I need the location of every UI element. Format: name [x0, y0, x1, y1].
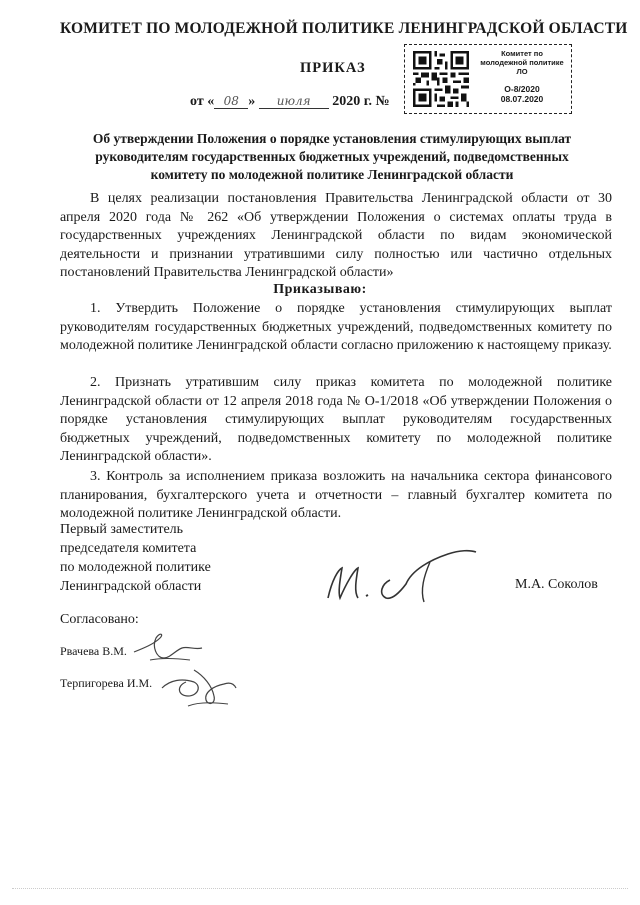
subject-line: руководителям государственных бюджетных учреждений, подведомственных: [95, 149, 569, 164]
order-subject: [52, 130, 612, 184]
stamp-number: О-8/2020 08.07.2020: [500, 84, 544, 104]
registration-stamp: [404, 44, 572, 114]
organization-title: КОМИТЕТ ПО МОЛОДЕЖНОЙ ПОЛИТИКЕ ЛЕНИНГРАДСКОЙ ОБЛАСТИ: [60, 20, 628, 37]
stamp-text: [475, 49, 569, 104]
date-mid: »: [248, 94, 256, 109]
approver-name: Терпигорева И.М.: [60, 676, 153, 690]
orders-heading: Приказываю:: [273, 282, 367, 297]
page-footer-edge: [12, 888, 628, 889]
stamp-line: Комитет по: [501, 49, 543, 58]
order-item-2: 2. Признать утратившим силу приказ комитета по молодежной политике Ленинградской области от 12 апреля 2018 года № О-1/2018 «Об утверждении Положения о порядке установления стимулирующих выплат руководителям государственных бюджетных учреждений, подведомственных комитету по молодежной политике Ленинградской области».: [60, 375, 612, 464]
document-type: ПРИКАЗ: [300, 60, 366, 76]
date-prefix: от «: [190, 94, 215, 109]
signer-position: Первый заместитель председателя комитета по молодежной политике Ленинградской области: [60, 522, 211, 594]
order-date-line: [190, 94, 390, 110]
order-item-3: 3. Контроль за исполнением приказа возложить на начальника сектора финансового планирования, бухгалтерского учета и отчетности – главный бухгалтер комитета по молодежной политике Ленинградской области.: [60, 469, 612, 521]
approval-label: Согласовано:: [60, 612, 139, 627]
approver-name: Рвачева В.М.: [60, 644, 127, 658]
date-day: 08: [214, 94, 248, 109]
qr-code-icon: [413, 51, 469, 107]
date-month: июля: [259, 94, 329, 109]
preamble-paragraph: В целях реализации постановления Правительства Ленинградской области от 30 апреля 2020 года № 262 «Об утверждении Положения о системах оплаты труда в государственных учреждениях Ленинградской области по видам экономической деятельности и признании утратившими силу полностью или частично отдельных постановлений Правительства Ленинградской области»: [60, 191, 612, 280]
signer-name: М.А. Соколов: [515, 577, 598, 592]
order-item-1: 1. Утвердить Положение о порядке установления стимулирующих выплат руководителям государственных бюджетных учреждений, подведомственных комитету по молодежной политике Ленинградской области согласно приложению к настоящему приказу.: [60, 301, 612, 353]
subject-line: Об утверждении Положения о порядке установления стимулирующих выплат: [92, 131, 572, 146]
date-year: 2020 г. №: [332, 94, 390, 109]
subject-line: комитету по молодежной политике Ленинградской области: [150, 167, 514, 182]
stamp-line: молодежной политике: [480, 58, 564, 67]
approver-signature: [158, 662, 238, 710]
stamp-line: ЛО: [516, 67, 528, 76]
handwritten-signature: [320, 540, 480, 610]
